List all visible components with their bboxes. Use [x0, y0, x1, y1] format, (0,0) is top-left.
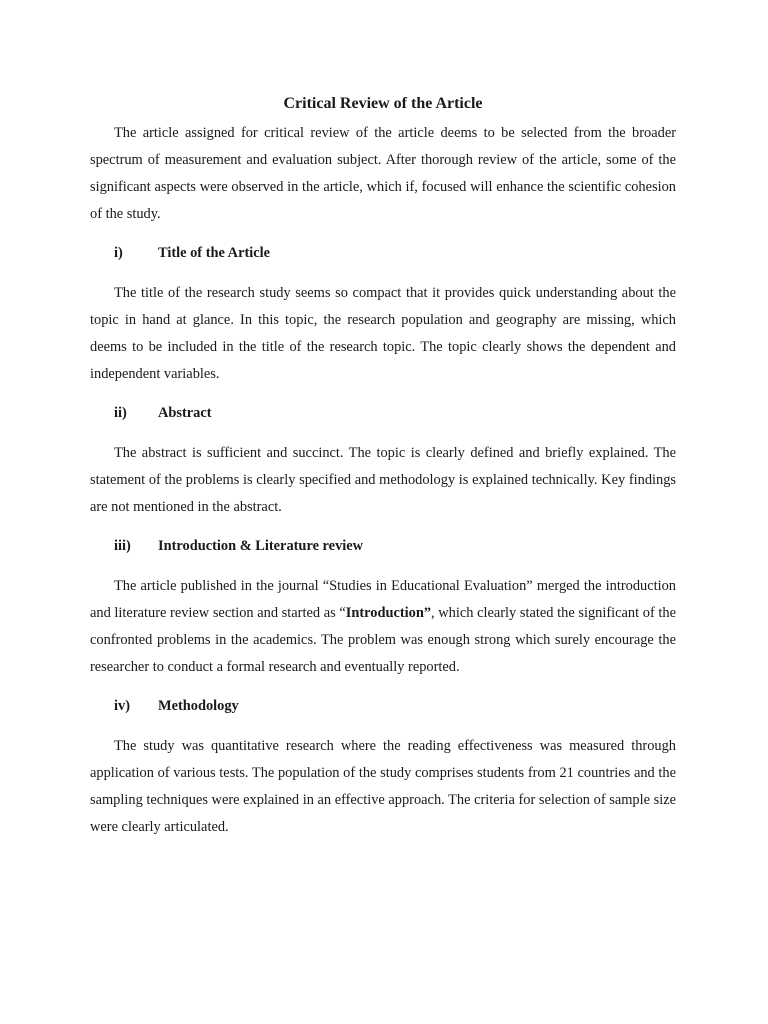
section-body-methodology: The study was quantitative research where the reading effectiveness was measured through application of various tests. The population of the study comprises students from 21 countries and the sampling techniques were explained in an effective approach. The criteria for selection of sample size were clearly articulated.	[90, 738, 676, 835]
section-number: ii)	[114, 405, 127, 421]
section-body-abstract: The abstract is sufficient and succinct. The topic is clearly defined and briefly explained. The statement of the problems is clearly specified and methodology is explained technically. Key findings are not mentioned in the abstract.	[90, 445, 676, 515]
section-number: iv)	[114, 698, 130, 714]
section-heading-introduction	[90, 533, 676, 560]
section-heading-methodology	[90, 693, 676, 720]
section-number: iii)	[114, 538, 131, 554]
section-label: Abstract	[158, 405, 212, 421]
document-page	[90, 92, 676, 841]
section-label: Introduction & Literature review	[158, 538, 364, 554]
body-text-before: The article published in the journal “Studies in Educational Evaluation” merged the introduction and literature review section and started as “	[90, 578, 676, 621]
intro-paragraph: The article assigned for critical review of the article deems to be selected from the broader spectrum of measurement and evaluation subject. After thorough review of the article, some of the significant aspects were observed in the article, which if, focused will enhance the scientific cohesion of the study.	[90, 125, 676, 222]
section-label: Title of the Article	[158, 245, 271, 261]
section-body-title: The title of the research study seems so compact that it provides quick understanding about the topic in hand at glance. In this topic, the research population and geography are missing, which deems to be included in the title of the research topic. The topic clearly shows the dependent and independent variables.	[90, 285, 676, 382]
body-text-after: , which clearly stated the significant of the confronted problems in the academics. The problem was enough strong which surely encourage the researcher to conduct a formal research and eventually reported.	[90, 605, 676, 675]
section-heading-abstract	[90, 400, 676, 427]
section-label: Methodology	[158, 698, 239, 714]
section-number: i)	[114, 245, 123, 261]
emphasis-introduction: Introduction”	[345, 605, 432, 621]
section-heading-title	[90, 240, 676, 267]
document-title: Critical Review of the Article	[283, 95, 483, 112]
section-body-introduction	[90, 573, 676, 681]
